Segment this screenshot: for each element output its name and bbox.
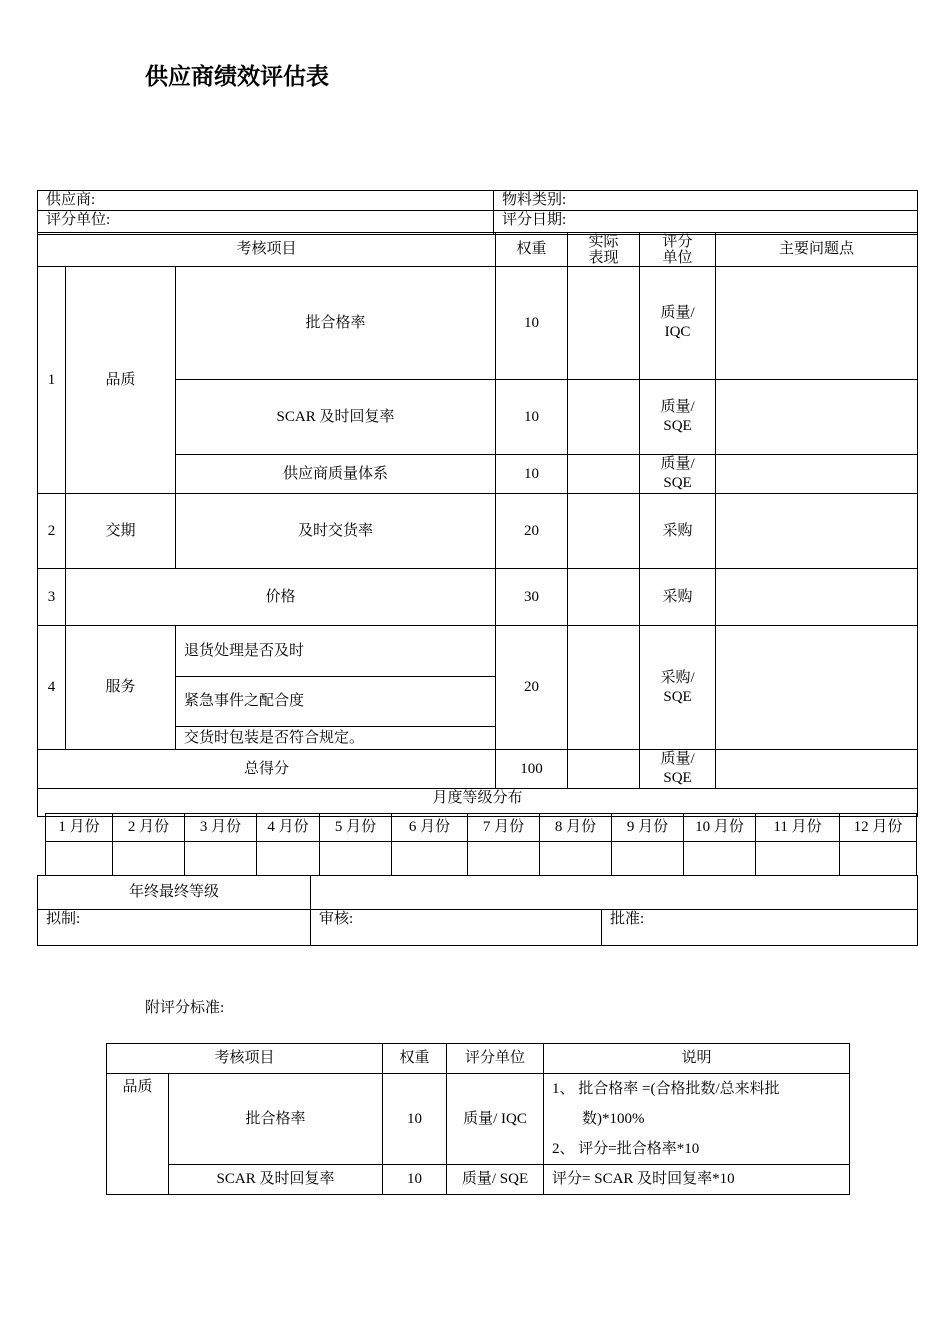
row-no: 2	[38, 494, 66, 569]
issues-cell	[716, 455, 918, 494]
standards-table	[106, 1043, 850, 1195]
item-unit: 质量/ SQE	[640, 455, 716, 494]
std-header-item: 考核项目	[107, 1044, 383, 1074]
month-header: 2 月份	[113, 814, 185, 842]
month-header: 3 月份	[185, 814, 257, 842]
item-unit: 采购	[640, 569, 716, 626]
item-weight: 10	[496, 455, 568, 494]
month-grade-cell	[540, 842, 612, 876]
month-grade-cell	[113, 842, 185, 876]
rating-unit-field: 评分单位:	[38, 211, 494, 235]
item-name: 供应商质量体系	[176, 455, 496, 494]
issues-cell	[716, 750, 918, 789]
row-no: 4	[38, 626, 66, 750]
monthly-title: 月度等级分布	[38, 789, 918, 817]
month-header: 11 月份	[756, 814, 840, 842]
total-label: 总得分	[38, 750, 496, 789]
supplier-field: 供应商:	[38, 191, 494, 211]
issues-cell	[716, 380, 918, 455]
page-title: 供应商绩效评估表	[145, 64, 329, 90]
col-header-item: 考核项目	[38, 233, 496, 267]
month-header: 6 月份	[392, 814, 468, 842]
month-grade-cell	[185, 842, 257, 876]
col-header-unit: 评分单位	[640, 233, 716, 267]
item-weight: 10	[496, 380, 568, 455]
month-header: 10 月份	[684, 814, 756, 842]
item-name: 批合格率	[176, 267, 496, 380]
issues-cell	[716, 569, 918, 626]
actual-cell	[568, 380, 640, 455]
actual-cell	[568, 750, 640, 789]
month-header: 4 月份	[257, 814, 320, 842]
month-grade-cell	[257, 842, 320, 876]
header-info-table	[37, 190, 918, 235]
reviewed-by: 审核:	[311, 910, 602, 946]
month-header: 9 月份	[612, 814, 684, 842]
row-no: 3	[38, 569, 66, 626]
std-item-unit: 质量/ SQE	[447, 1165, 544, 1195]
month-header: 7 月份	[468, 814, 540, 842]
month-grade-cell	[756, 842, 840, 876]
row-no: 1	[38, 267, 66, 494]
month-grade-cell	[46, 842, 113, 876]
issues-cell	[716, 494, 918, 569]
item-weight: 20	[496, 494, 568, 569]
issues-cell	[716, 626, 918, 750]
col-header-issues: 主要问题点	[716, 233, 918, 267]
final-grade-value	[311, 876, 918, 910]
item-weight: 30	[496, 569, 568, 626]
item-unit: 质量/ IQC	[640, 267, 716, 380]
approved-by: 批准:	[602, 910, 918, 946]
prepared-by: 拟制:	[38, 910, 311, 946]
total-unit: 质量/ SQE	[640, 750, 716, 789]
month-grade-cell	[840, 842, 917, 876]
appendix-note: 附评分标准:	[145, 1000, 225, 1016]
std-item-weight: 10	[383, 1074, 447, 1165]
table-row	[38, 494, 918, 569]
total-row	[38, 750, 918, 789]
row-category: 价格	[66, 569, 496, 626]
month-header: 1 月份	[46, 814, 113, 842]
item-name: 退货处理是否及时	[176, 626, 496, 677]
item-weight: 20	[496, 626, 568, 750]
actual-cell	[568, 267, 640, 380]
std-category: 品质	[107, 1074, 169, 1195]
actual-cell	[568, 455, 640, 494]
std-item-name: SCAR 及时回复率	[169, 1165, 383, 1195]
std-header-desc: 说明	[544, 1044, 850, 1074]
col-header-actual: 实际表现	[568, 233, 640, 267]
actual-cell	[568, 569, 640, 626]
row-category: 交期	[66, 494, 176, 569]
item-name: SCAR 及时回复率	[176, 380, 496, 455]
item-unit: 采购	[640, 494, 716, 569]
total-weight: 100	[496, 750, 568, 789]
month-grade-cell	[392, 842, 468, 876]
month-header: 12 月份	[840, 814, 917, 842]
item-unit: 采购/ SQE	[640, 626, 716, 750]
std-item-desc: 1、 批合格率 =(合格批数/总来料批 数)*100% 2、 评分=批合格率*10	[544, 1074, 850, 1165]
month-header: 8 月份	[540, 814, 612, 842]
item-name: 紧急事件之配合度	[176, 677, 496, 727]
item-unit: 质量/ SQE	[640, 380, 716, 455]
evaluation-table	[37, 232, 918, 817]
monthly-table	[45, 813, 917, 876]
row-category: 服务	[66, 626, 176, 750]
std-header-unit: 评分单位	[447, 1044, 544, 1074]
std-header-weight: 权重	[383, 1044, 447, 1074]
std-item-desc: 评分= SCAR 及时回复率*10	[544, 1165, 850, 1195]
month-grade-cell	[468, 842, 540, 876]
item-name: 交货时包装是否符合规定。	[176, 727, 496, 750]
month-grade-cell	[320, 842, 392, 876]
table-row	[38, 267, 918, 380]
std-item-weight: 10	[383, 1165, 447, 1195]
rating-date-field: 评分日期:	[494, 211, 918, 235]
item-name: 及时交货率	[176, 494, 496, 569]
month-grade-cell	[612, 842, 684, 876]
actual-cell	[568, 494, 640, 569]
month-grade-cell	[684, 842, 756, 876]
issues-cell	[716, 267, 918, 380]
month-header: 5 月份	[320, 814, 392, 842]
table-row	[107, 1074, 850, 1165]
table-row	[38, 626, 918, 677]
col-header-weight: 权重	[496, 233, 568, 267]
table-row	[38, 569, 918, 626]
std-item-name: 批合格率	[169, 1074, 383, 1165]
std-item-unit: 质量/ IQC	[447, 1074, 544, 1165]
table-row	[107, 1165, 850, 1195]
material-category-field: 物料类别:	[494, 191, 918, 211]
item-weight: 10	[496, 267, 568, 380]
final-grade-label: 年终最终等级	[38, 876, 311, 910]
actual-cell	[568, 626, 640, 750]
row-category: 品质	[66, 267, 176, 494]
final-table	[37, 875, 918, 946]
